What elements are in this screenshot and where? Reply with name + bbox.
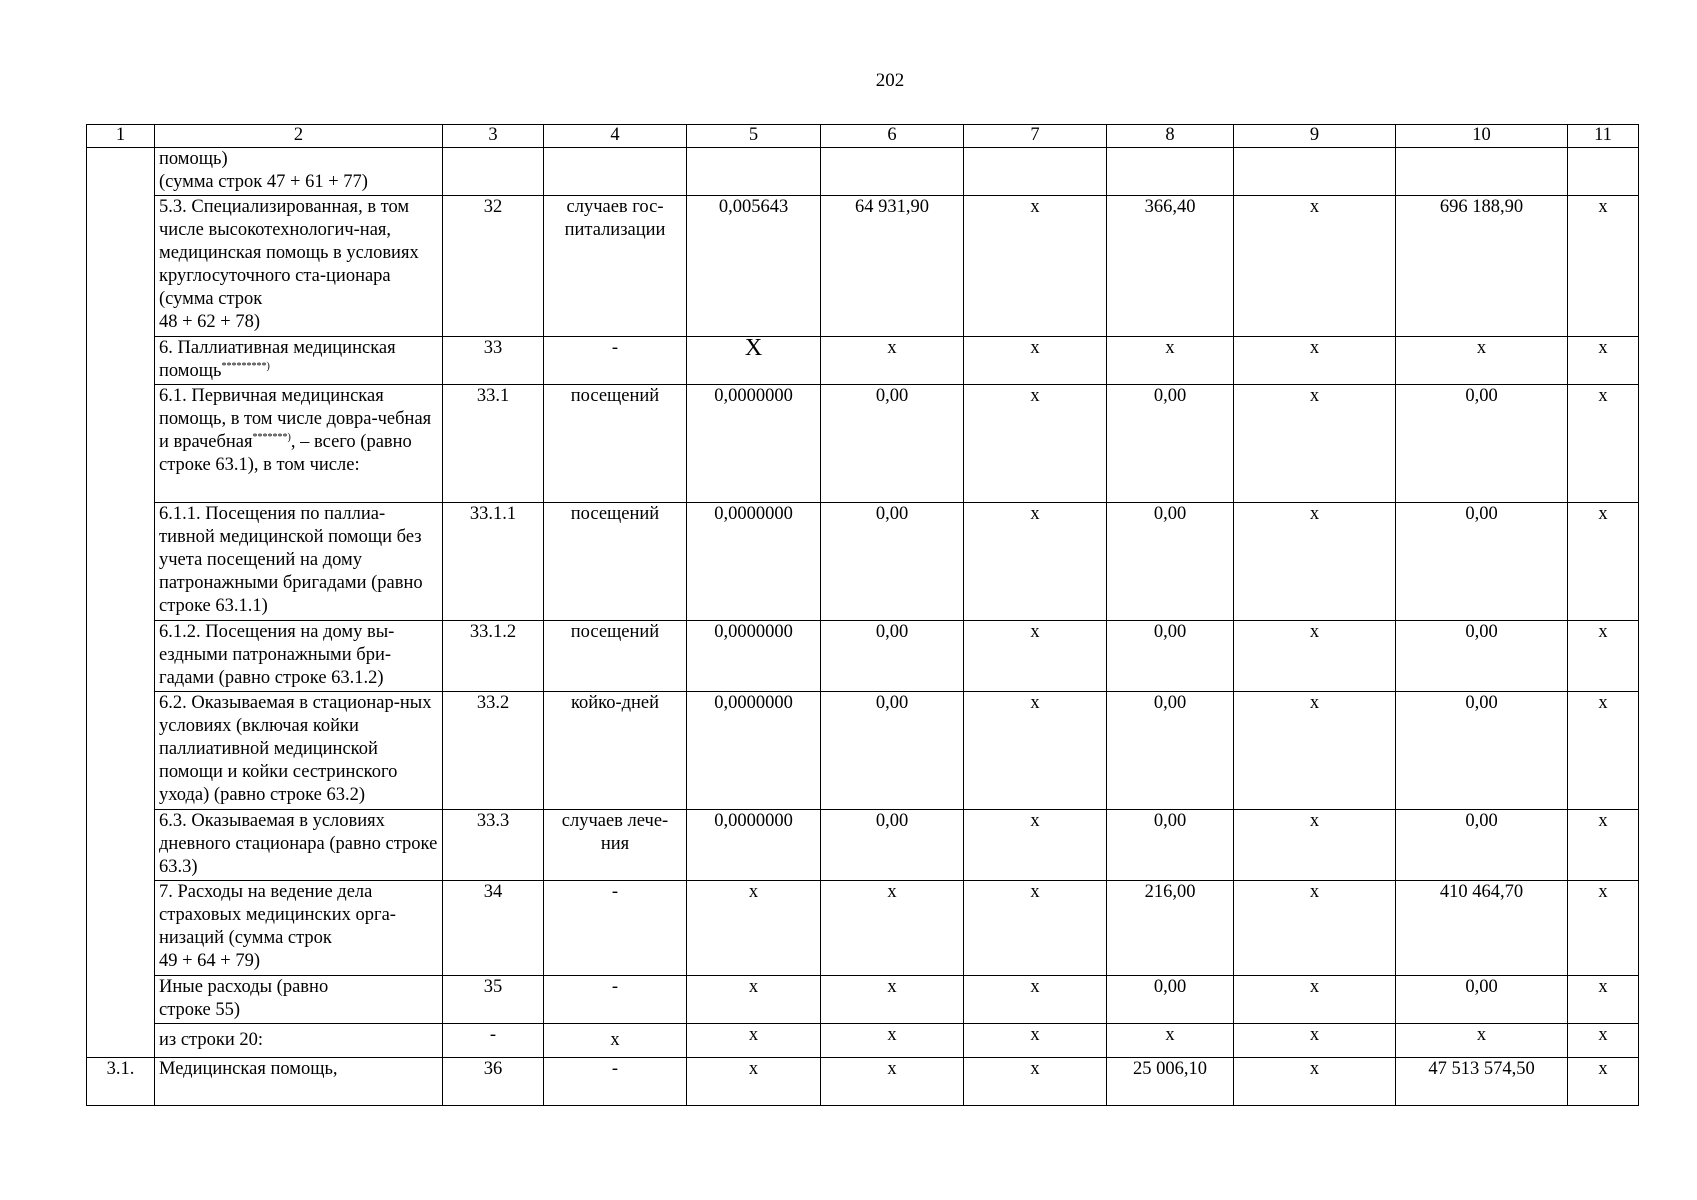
row-unit: посещений [544, 621, 687, 692]
cell-col10: 0,00 [1396, 503, 1568, 621]
cell-col7: х [964, 503, 1107, 621]
header-cell: 3 [443, 125, 544, 148]
row-unit: - [544, 881, 687, 976]
cell-col8: 0,00 [1107, 692, 1234, 810]
table-row [87, 385, 1639, 503]
row-code: 35 [443, 976, 544, 1024]
cell-col5: 0,005643 [687, 196, 821, 337]
cell-col11 [1568, 148, 1639, 196]
row-code [443, 148, 544, 196]
cell-col8: 0,00 [1107, 385, 1234, 503]
row-code: 36 [443, 1058, 544, 1106]
cell-col6: х [821, 881, 964, 976]
header-row [87, 125, 1639, 148]
table-row [87, 196, 1639, 337]
cell-col9: х [1234, 1058, 1396, 1106]
page-number: 202 [875, 70, 905, 91]
cell-col5 [687, 148, 821, 196]
row-name: Иные расходы (равно строке 55) [155, 976, 443, 1024]
footnote-mark: *******) [252, 431, 291, 443]
row-name-text: 6.1. Первичная медицинская помощь, в том числе довра-чебная и врачебная [159, 386, 432, 452]
cell-col5: х [687, 881, 821, 976]
header-cell: 7 [964, 125, 1107, 148]
cell-col9: х [1234, 337, 1396, 385]
cell-col11: х [1568, 976, 1639, 1024]
header-cell: 4 [544, 125, 687, 148]
header-cell: 5 [687, 125, 821, 148]
header-cell: 9 [1234, 125, 1396, 148]
cell-col9 [1234, 148, 1396, 196]
row-code: 33.1.2 [443, 621, 544, 692]
cell-col9: х [1234, 881, 1396, 976]
cell-col5: Х [687, 337, 821, 385]
cell-col7: х [964, 976, 1107, 1024]
row-code: - [443, 1024, 544, 1058]
cell-col11: х [1568, 621, 1639, 692]
header-cell: 6 [821, 125, 964, 148]
cell-col8: 0,00 [1107, 621, 1234, 692]
cell-col5: 0,0000000 [687, 503, 821, 621]
cell-col7: х [964, 692, 1107, 810]
cell-col8: 216,00 [1107, 881, 1234, 976]
cell-col11: х [1568, 692, 1639, 810]
section-number-cell [87, 148, 155, 1058]
row-code: 33.1 [443, 385, 544, 503]
cell-col6: 0,00 [821, 810, 964, 881]
row-unit [544, 148, 687, 196]
cell-col8: х [1107, 337, 1234, 385]
cell-col6: 0,00 [821, 621, 964, 692]
cell-col5: х [687, 1024, 821, 1058]
cell-col10: 0,00 [1396, 621, 1568, 692]
row-unit: - [544, 337, 687, 385]
row-unit: посещений [544, 385, 687, 503]
header-cell: 1 [87, 125, 155, 148]
cell-col11: х [1568, 385, 1639, 503]
row-code: 33 [443, 337, 544, 385]
cell-col8 [1107, 148, 1234, 196]
row-name [155, 337, 443, 385]
cell-col5: 0,0000000 [687, 810, 821, 881]
cell-col9: х [1234, 196, 1396, 337]
cell-col10: х [1396, 337, 1568, 385]
cell-col7: х [964, 881, 1107, 976]
cell-col10: 0,00 [1396, 810, 1568, 881]
header-cell: 8 [1107, 125, 1234, 148]
table-row [87, 337, 1639, 385]
cell-col7 [964, 148, 1107, 196]
cell-col10: х [1396, 1024, 1568, 1058]
row-unit: - [544, 976, 687, 1024]
cell-col11: х [1568, 881, 1639, 976]
row-code: 32 [443, 196, 544, 337]
cell-col6: х [821, 337, 964, 385]
cell-col10: 410 464,70 [1396, 881, 1568, 976]
header-cell: 2 [155, 125, 443, 148]
cell-col5: 0,0000000 [687, 385, 821, 503]
row-code: 33.3 [443, 810, 544, 881]
row-name-text: 6. Паллиативная медицинская помощь [159, 338, 396, 381]
row-name: 5.3. Специализированная, в том числе высокотехнологич-ная, медицинская помощь в условиях круглосуточного ста-ционара (сумма строк 48 + 62 + 78) [155, 196, 443, 337]
cell-col10: 0,00 [1396, 385, 1568, 503]
cell-col11: х [1568, 503, 1639, 621]
table-row [87, 976, 1639, 1024]
cell-col8: х [1107, 1024, 1234, 1058]
row-name-tail: , – всего (равно строке 63.1), в том числе: [159, 432, 412, 475]
cell-col5: х [687, 1058, 821, 1106]
cell-col6: х [821, 976, 964, 1024]
cell-col10 [1396, 148, 1568, 196]
cell-col11: х [1568, 1024, 1639, 1058]
cell-col7: х [964, 1024, 1107, 1058]
cell-col7: х [964, 196, 1107, 337]
cell-col9: х [1234, 503, 1396, 621]
cell-col9: х [1234, 810, 1396, 881]
cell-col6: 0,00 [821, 385, 964, 503]
row-name: 7. Расходы на ведение дела страховых медицинских орга-низаций (сумма строк 49 + 64 + 79) [155, 881, 443, 976]
row-name: 6.1.2. Посещения на дому вы-ездными патронажными бри-гадами (равно строке 63.1.2) [155, 621, 443, 692]
footnote-mark: *********) [221, 360, 270, 372]
cell-col10: 47 513 574,50 [1396, 1058, 1568, 1106]
row-name: 6.1.1. Посещения по паллиа-тивной медицинской помощи без учета посещений на дому патронажными бригадами (равно строке 63.1.1) [155, 503, 443, 621]
row-code: 34 [443, 881, 544, 976]
row-name: из строки 20: [155, 1024, 443, 1058]
cell-col8: 25 006,10 [1107, 1058, 1234, 1106]
cell-col6: х [821, 1024, 964, 1058]
cell-col7: х [964, 385, 1107, 503]
row-unit: случаев лече- ния [544, 810, 687, 881]
table-row [87, 621, 1639, 692]
header-cell: 10 [1396, 125, 1568, 148]
cell-col5: х [687, 976, 821, 1024]
cell-col6: 0,00 [821, 692, 964, 810]
cell-col7: х [964, 1058, 1107, 1106]
cell-col7: х [964, 337, 1107, 385]
cell-col8: 0,00 [1107, 810, 1234, 881]
cell-col11: х [1568, 337, 1639, 385]
row-name: помощь) (сумма строк 47 + 61 + 77) [155, 148, 443, 196]
cell-col5: 0,0000000 [687, 692, 821, 810]
row-unit: случаев гос- питализации [544, 196, 687, 337]
cell-col8: 0,00 [1107, 503, 1234, 621]
cell-col11: х [1568, 196, 1639, 337]
row-unit: - [544, 1058, 687, 1106]
cell-col6: 0,00 [821, 503, 964, 621]
table-row [87, 503, 1639, 621]
row-unit: койко-дней [544, 692, 687, 810]
row-name: Медицинская помощь, [155, 1058, 443, 1106]
cell-col7: х [964, 621, 1107, 692]
cell-col9: х [1234, 1024, 1396, 1058]
cell-col6: х [821, 1058, 964, 1106]
cell-col9: х [1234, 385, 1396, 503]
row-name [155, 385, 443, 503]
cell-col8: 366,40 [1107, 196, 1234, 337]
cell-col10: 0,00 [1396, 692, 1568, 810]
cell-col10: 696 188,90 [1396, 196, 1568, 337]
row-name: 6.2. Оказываемая в стационар-ных условиях (включая койки паллиативной медицинской помощи и койки сестринского ухода) (равно строке 63.2) [155, 692, 443, 810]
cell-col6 [821, 148, 964, 196]
row-code: 33.2 [443, 692, 544, 810]
cell-col5: 0,0000000 [687, 621, 821, 692]
cell-col9: х [1234, 692, 1396, 810]
row-unit: посещений [544, 503, 687, 621]
header-cell: 11 [1568, 125, 1639, 148]
row-code: 33.1.1 [443, 503, 544, 621]
table-row [87, 692, 1639, 810]
cell-col9: х [1234, 621, 1396, 692]
cell-col8: 0,00 [1107, 976, 1234, 1024]
cell-col10: 0,00 [1396, 976, 1568, 1024]
section-number-cell: 3.1. [87, 1058, 155, 1106]
table-row [87, 810, 1639, 881]
cell-col11: х [1568, 810, 1639, 881]
cell-col11: х [1568, 1058, 1639, 1106]
table-row [87, 881, 1639, 976]
row-unit: х [544, 1024, 687, 1058]
table-row [87, 1024, 1639, 1058]
row-name: 6.3. Оказываемая в условиях дневного стационара (равно строке 63.3) [155, 810, 443, 881]
cell-col9: х [1234, 976, 1396, 1024]
cell-col7: х [964, 810, 1107, 881]
table-row [87, 148, 1639, 196]
data-table [86, 124, 1639, 1106]
cell-col6: 64 931,90 [821, 196, 964, 337]
table-row [87, 1058, 1639, 1106]
